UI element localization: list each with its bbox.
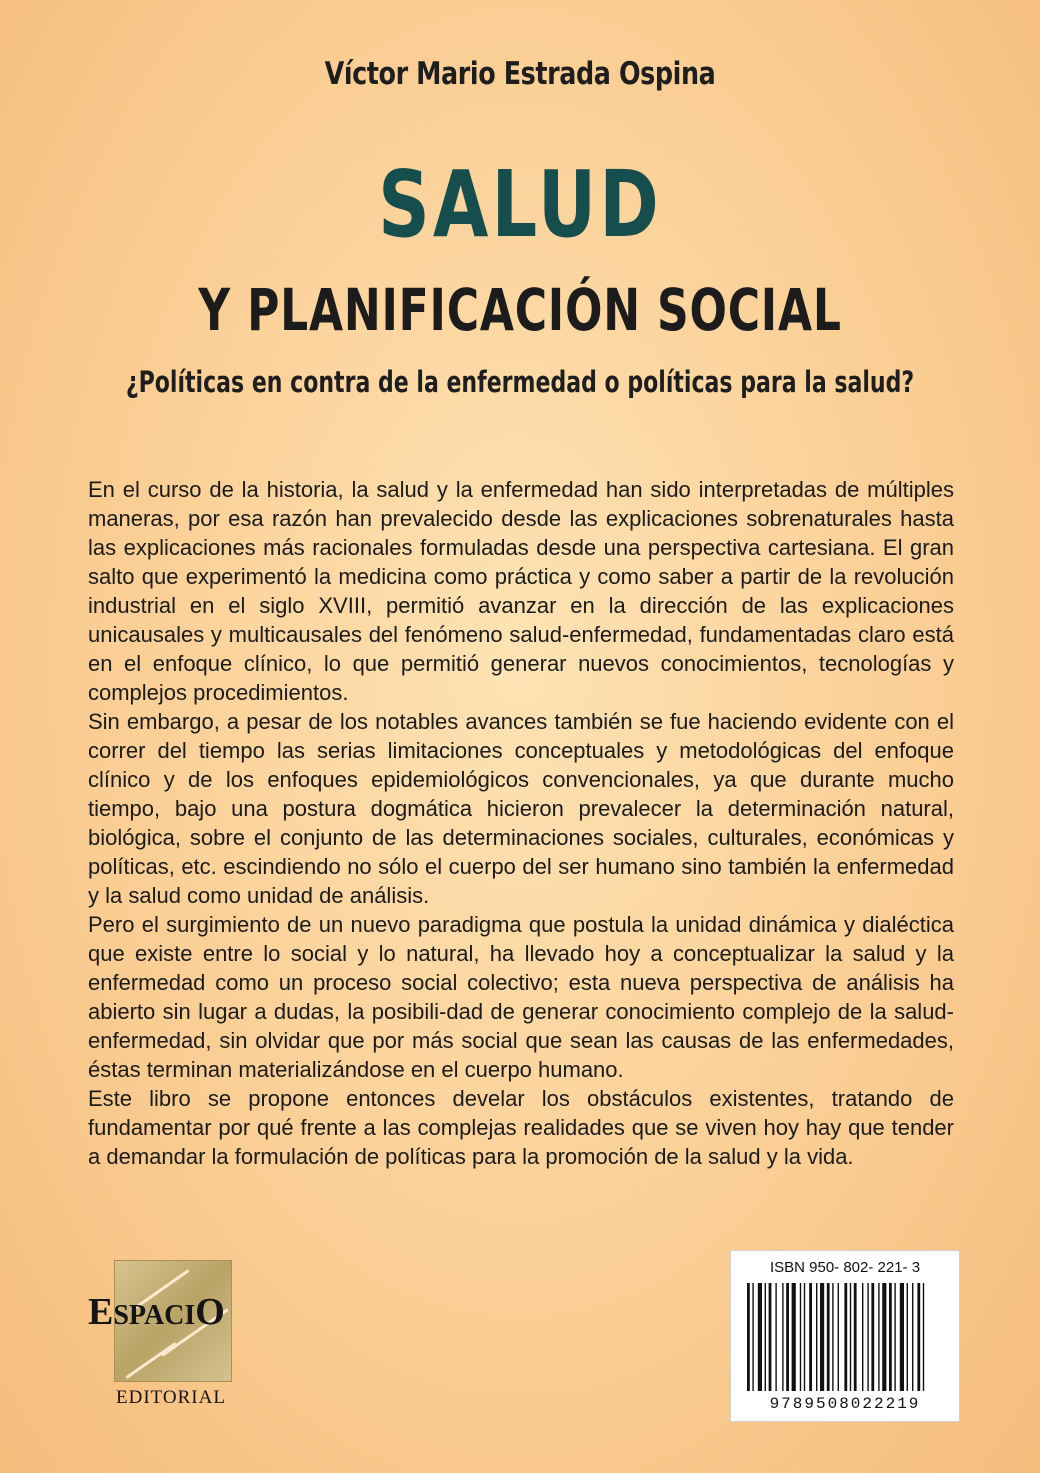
- barcode-bar: [816, 1283, 817, 1391]
- barcode-bar: [900, 1283, 904, 1391]
- book-title: SALUD: [378, 151, 662, 258]
- logo-letters: SPACI: [113, 1300, 196, 1331]
- logo-imprint: EDITORIAL: [116, 1387, 226, 1408]
- barcode-bar: [854, 1283, 857, 1391]
- barcode-bar: [800, 1283, 801, 1391]
- barcode-bar: [882, 1283, 886, 1391]
- barcode-bar: [832, 1283, 833, 1391]
- barcode-bar: [782, 1283, 783, 1391]
- synopsis: [88, 475, 954, 1171]
- barcode-bar: [775, 1283, 776, 1391]
- barcode-bar: [820, 1283, 824, 1391]
- barcode-bar: [917, 1283, 920, 1391]
- logo-stroke: [126, 1342, 177, 1379]
- barcode-bar: [809, 1283, 812, 1391]
- barcode-bar: [827, 1283, 830, 1391]
- barcode-bar: [907, 1283, 908, 1391]
- barcode-bar: [758, 1283, 762, 1391]
- barcode-bar: [912, 1283, 913, 1391]
- barcode-bar: [792, 1283, 796, 1391]
- ean-digits: 9789508022219: [769, 1395, 921, 1413]
- barcode-bar: [747, 1283, 750, 1391]
- barcode-bar: [923, 1283, 924, 1391]
- barcode-bar: [838, 1283, 839, 1391]
- barcode-bar: [894, 1283, 895, 1391]
- synopsis-paragraph: Pero el surgimiento de un nuevo paradigma que postula la unidad dinámica y dialéctica que existe entre lo social y lo natural, ha llevado hoy a conceptualizar la salud y la enfermedad como un proceso social colectivo; esta nueva perspectiva de análisis ha abierto sin lugar a dudas, la posibili-dad de generar conocimiento complejo de la salud-enfermedad, sin olvidar que por más social que sean las causas de las enfermedades, éstas terminan materializándose en el cuerpo humano.: [88, 912, 954, 1082]
- barcode-bar: [871, 1283, 874, 1391]
- barcode-bar: [786, 1283, 789, 1391]
- synopsis-paragraph: Sin embargo, a pesar de los notables avances también se fue haciendo evidente con el correr del tiempo las serias limitaciones conceptuales y metodológicas del enfoque clínico y de los enfoques epidemiológicos convencionales, ya que durante mucho tiempo, bajo una postura dogmática hicieron prevalecer la determinación natural, biológica, sobre el conjunto de las determinaciones sociales, culturales, económicas y políticas, etc. escindiendo no sólo el cuerpo del ser humano sino también la enfermedad y la salud como unidad de análisis.: [88, 709, 954, 908]
- book-subtitle: Y PLANIFICACIÓN SOCIAL: [198, 276, 842, 344]
- book-question: ¿Políticas en contra de la enfermedad o políticas para la salud?: [125, 365, 915, 399]
- publisher-logo: [88, 1260, 258, 1420]
- barcode-bar: [889, 1283, 892, 1391]
- isbn-text: ISBN 950- 802- 221- 3: [769, 1259, 921, 1276]
- logo-wordmark: [88, 1290, 258, 1334]
- barcode-bar: [862, 1283, 863, 1391]
- barcode-label: [730, 1250, 960, 1422]
- barcode-bar: [867, 1283, 868, 1391]
- barcode-bar: [878, 1283, 879, 1391]
- barcode-bar: [850, 1283, 851, 1391]
- barcode-bar: [752, 1283, 753, 1391]
- synopsis-paragraph: Este libro se propone entonces develar los obstáculos existentes, tratando de fundamentar por qué frente a las complejas realidades que se viven hoy hay que tender a demandar la formulación de políticas para la promoción de la salud y la vida.: [88, 1086, 954, 1169]
- barcode-bar: [804, 1283, 805, 1391]
- author-name: Víctor Mario Estrada Ospina: [324, 56, 716, 92]
- barcode-icon: [747, 1283, 945, 1391]
- barcode-bar: [769, 1283, 772, 1391]
- barcode-bar: [765, 1283, 766, 1391]
- barcode-bar: [844, 1283, 847, 1391]
- synopsis-paragraph: En el curso de la historia, la salud y la enfermedad han sido interpretadas de múltiples maneras, por esa razón han prevalecido desde las explicaciones sobrenaturales hasta las explicaciones más racionales formuladas desde una perspectiva cartesiana. El gran salto que experimentó la medicina como práctica y como saber a partir de la revolución industrial en el siglo XVIII, permitió avanzar en la dirección de las explicaciones unicausales y multicausales del fenómeno salud-enfermedad, fundamentadas claro está en el enfoque clínico, lo que permitió generar nuevos conocimientos, tecnologías y complejos procedimientos.: [88, 477, 954, 705]
- logo-letter: O: [195, 1291, 225, 1333]
- logo-letter: E: [88, 1291, 114, 1333]
